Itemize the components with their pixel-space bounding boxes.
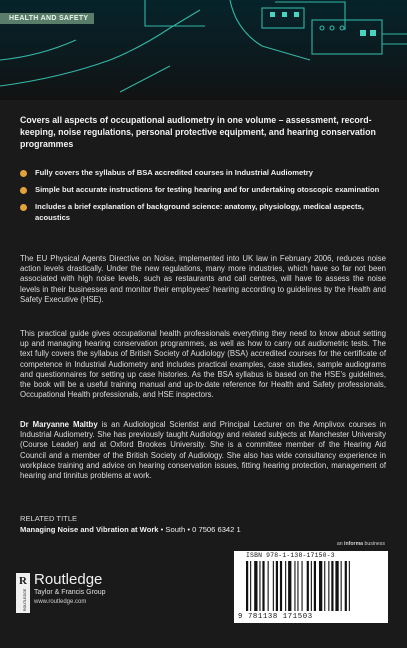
list-item — [20, 168, 390, 178]
barcode-bar — [302, 561, 303, 611]
informa-prefix: an — [336, 541, 345, 547]
logo-letter: R — [19, 575, 27, 587]
author-name: Dr Maryanne Maltby — [20, 420, 98, 429]
barcode-bar — [246, 561, 248, 611]
publisher-url[interactable]: www.routledge.com — [34, 599, 87, 605]
description-paragraph: This practical guide gives occupational health professionals everything they need to know about setting up and managing hearing conservation programmes, as well as how to carry out audiometric tests. The text fully covers the syllabus of British Society of Audiology (BSA) accredited courses for the certificate of competence in Industrial Audiometry and includes practical examples, case studies, sample audiograms and questionnaires for setting up case histories. As the BSA syllabus is based on the HSE's guidelines, the book will be a useful training manual and up-to-date reference for Health and Safety professionals, Occupational Health professionals, and HSE inspectors. — [20, 329, 386, 400]
barcode-bar — [335, 561, 338, 611]
publisher-group: Taylor & Francis Group — [34, 589, 106, 596]
informa-brand: informa — [344, 541, 364, 547]
barcode-bar — [288, 561, 291, 611]
barcode-bar — [268, 561, 269, 611]
barcode-bar — [324, 561, 325, 611]
barcode-bar — [250, 561, 251, 611]
list-item — [20, 185, 390, 195]
barcode-bar — [273, 561, 274, 611]
isbn-barcode — [234, 551, 388, 623]
isbn-label: ISBN 978-1-138-17150-3 — [246, 552, 335, 559]
description-paragraph: The EU Physical Agents Directive on Noise, implemented into UK law in February 2006, reduces noise action levels drastically. Under the new regulations, many more industries, which have so far not been associated with high noise levels, such as restaurants and call centres, will have to assess the noise levels in their businesses and monitor their employees' hearing according to guidelines by the Health and Safety Executive (HSE). — [20, 254, 386, 304]
related-book-title: Managing Noise and Vibration at Work — [20, 525, 159, 534]
barcode-bar — [319, 561, 322, 611]
barcode-bar — [311, 561, 312, 611]
barcode-bar — [280, 561, 282, 611]
barcode-bar — [345, 561, 347, 611]
bullet-dot-icon — [20, 204, 27, 211]
barcode-bar — [331, 561, 333, 611]
barcode-bar — [254, 561, 257, 611]
barcode-bar — [297, 561, 298, 611]
bullet-text: Includes a brief explanation of background science: anatomy, physiology, medical aspects, acoustics — [35, 202, 364, 222]
list-item — [20, 202, 390, 222]
barcode-bar — [294, 561, 295, 611]
barcode-bar — [307, 561, 309, 611]
headline: Covers all aspects of occupational audiometry in one volume – assessment, record-keeping, noise regulations, personal protective equipment, and hearing conservation programmes — [20, 115, 376, 149]
category-tag: HEALTH AND SAFETY — [0, 13, 94, 24]
barcode-bar — [262, 561, 264, 611]
bullet-text: Fully covers the syllabus of BSA accredited courses in Industrial Audiometry — [35, 168, 313, 177]
feature-list — [20, 168, 390, 230]
author-bio — [20, 420, 386, 481]
informa-tagline — [337, 541, 385, 547]
related-title-heading: RELATED TITLE — [20, 514, 78, 523]
logo-vertical-text: ROUTLEDGE — [23, 588, 27, 611]
cover-banner — [0, 0, 407, 100]
barcode-bar — [341, 561, 342, 611]
related-book-detail: • South • 0 7506 6342 1 — [158, 525, 241, 534]
related-title — [20, 525, 241, 534]
barcode-bar — [314, 561, 316, 611]
publisher-name: Routledge — [34, 571, 103, 588]
informa-suffix: business — [363, 541, 385, 547]
bullet-dot-icon — [20, 187, 27, 194]
routledge-logo-icon — [16, 573, 30, 613]
barcode-bar — [285, 561, 286, 611]
barcode-bar — [349, 561, 350, 611]
barcode-number: 9 781138 171503 — [238, 613, 313, 621]
bullet-dot-icon — [20, 170, 27, 177]
barcode-bar — [276, 561, 278, 611]
barcode-bar — [328, 561, 329, 611]
bullet-text: Simple but accurate instructions for testing hearing and for undertaking otoscopic examination — [35, 185, 380, 195]
author-bio-text: is an Audiological Scientist and Principal Lecturer on the Amplivox courses in Industrial Audiometry. She has previously taught Audiology and related subjects at Manchester University (Course Leader) and at Oxford Brookes University. She is a committee member of the Hearing Aid Council and a member of the British Society of Audiology. She also has wide consultancy experience in workplace training and advice on hearing conservation issues, fitting hearing protection, management of hearing and tinnitus problems at work. — [20, 420, 386, 481]
barcode-bar — [259, 561, 260, 611]
